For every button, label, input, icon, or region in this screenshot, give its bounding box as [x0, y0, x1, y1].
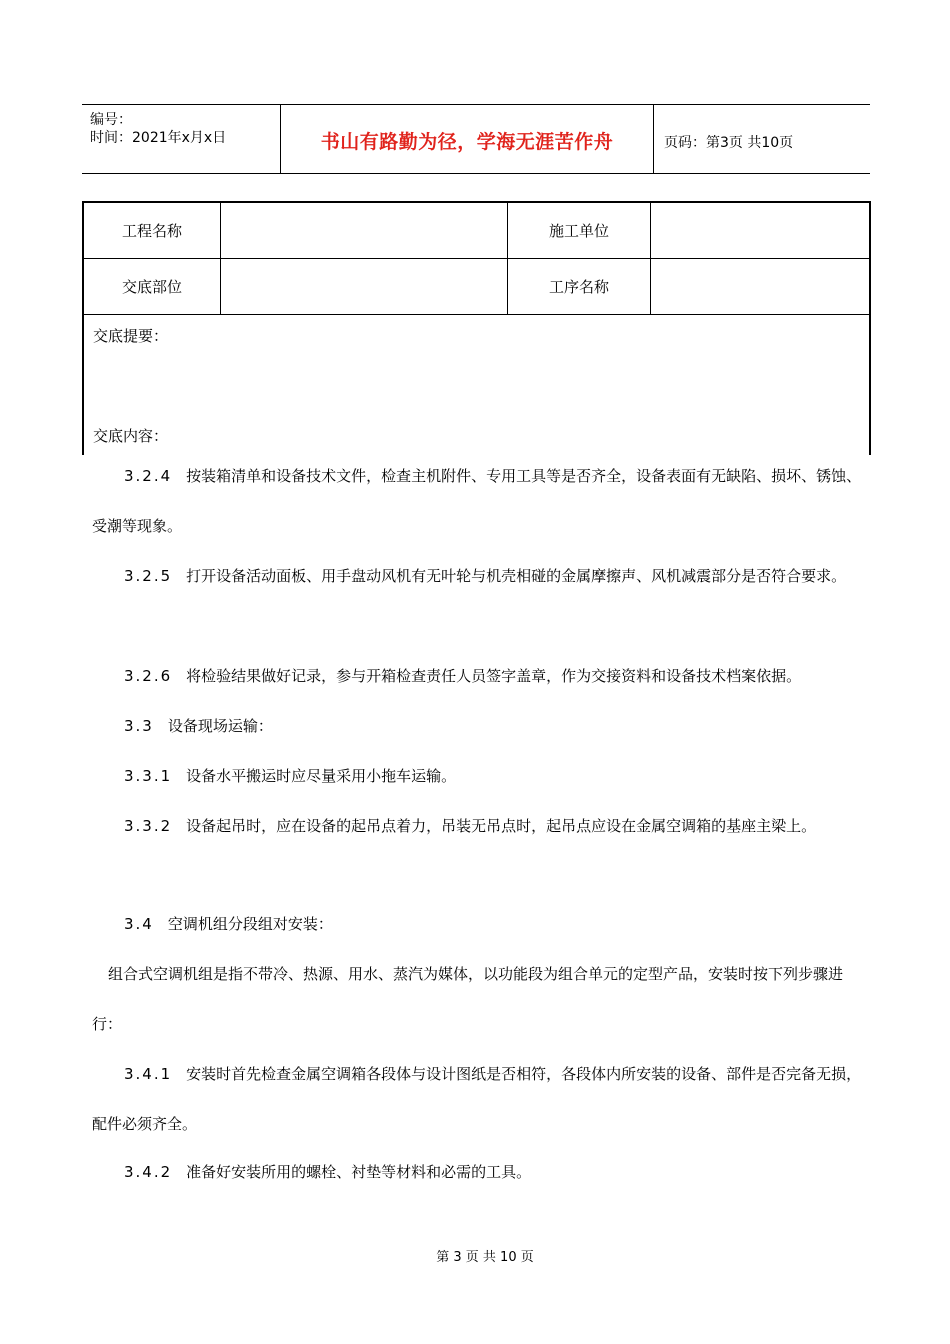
paragraph-text: 设备起吊时，应在设备的起吊点着力，吊装无吊点时，起吊点应设在金属空调箱的基座主梁上。	[186, 817, 817, 835]
section-number: 3.3.2	[124, 817, 173, 835]
paragraph-text: 将检验结果做好记录，参与开箱检查责任人员签字盖章，作为交接资料和设备技术档案依据。	[186, 667, 802, 685]
paragraph-text: 按装箱清单和设备技术文件，检查主机附件、专用工具等是否齐全，设备表面有无缺陷、损坏、锈蚀、受潮等现象。	[92, 467, 862, 535]
paragraph-text: 空调机组分段组对安装：	[167, 915, 333, 933]
section-number: 3.4.2	[124, 1163, 173, 1181]
section-number: 3.4.1	[124, 1065, 173, 1083]
section-number: 3.4	[124, 915, 154, 933]
section-number: 3.2.5	[124, 567, 173, 585]
project-name-label: 工程名称	[121, 222, 182, 240]
header-page-cell	[654, 105, 870, 173]
header-meta-cell	[82, 105, 281, 173]
section-number: 3.2.4	[124, 467, 173, 485]
paragraph-3-4-1	[92, 1049, 862, 1149]
header-page-label: 页码：第3页 共10页	[664, 135, 794, 151]
paragraph-intro	[92, 949, 862, 1049]
section-number: 3.3.1	[124, 767, 173, 785]
paragraph-text: 组合式空调机组是指不带冷、热源、用水、蒸汽为媒体，以功能段为组合单元的定型产品，安装时按下列步骤进行：	[92, 965, 844, 1033]
serial-number-label: 编号：	[90, 112, 132, 128]
paragraph-3-3-1	[92, 751, 862, 801]
location-field[interactable]	[221, 259, 507, 314]
paragraph-text: 安装时首先检查金属空调箱各段体与设计图纸是否相符，各段体内所安装的设备、部件是否完备无损，配件必须齐全。	[92, 1065, 862, 1133]
paragraph-text: 设备现场运输：	[167, 717, 273, 735]
date-label: 时间：2021年x月x日	[90, 130, 227, 146]
process-field[interactable]	[651, 259, 869, 314]
content-label: 交底内容：	[93, 427, 169, 445]
paragraph-3-3-2	[92, 801, 862, 851]
project-name-field[interactable]	[221, 203, 507, 258]
paragraph-3-4-2	[92, 1147, 862, 1197]
paragraph-3-2-4	[92, 451, 862, 551]
handover-form-table	[82, 201, 871, 455]
paragraph-text: 准备好安装所用的螺栓、衬垫等材料和必需的工具。	[186, 1163, 532, 1181]
summary-label: 交底提要：	[93, 327, 169, 345]
paragraph-text: 打开设备活动面板、用手盘动风机有无叶轮与机壳相碰的金属摩擦声、风机减震部分是否符合要求。	[186, 567, 847, 585]
document-header	[82, 104, 870, 174]
divider	[84, 314, 869, 315]
header-motto-cell	[281, 105, 654, 173]
paragraph-3-4	[92, 899, 862, 949]
paragraph-3-3	[92, 701, 862, 751]
contractor-label: 施工单位	[548, 222, 609, 240]
contractor-field[interactable]	[651, 203, 869, 258]
process-label: 工序名称	[548, 278, 609, 296]
paragraph-3-2-5	[92, 551, 862, 601]
location-label: 交底部位	[121, 278, 182, 296]
paragraph-3-2-6	[92, 651, 862, 701]
motto-text: 书山有路勤为径，学海无涯苦作舟	[320, 131, 614, 153]
page-footer: 第 3 页 共 10 页	[436, 1250, 534, 1265]
section-number: 3.3	[124, 717, 154, 735]
paragraph-text: 设备水平搬运时应尽量采用小拖车运输。	[186, 767, 457, 785]
section-number: 3.2.6	[124, 667, 173, 685]
